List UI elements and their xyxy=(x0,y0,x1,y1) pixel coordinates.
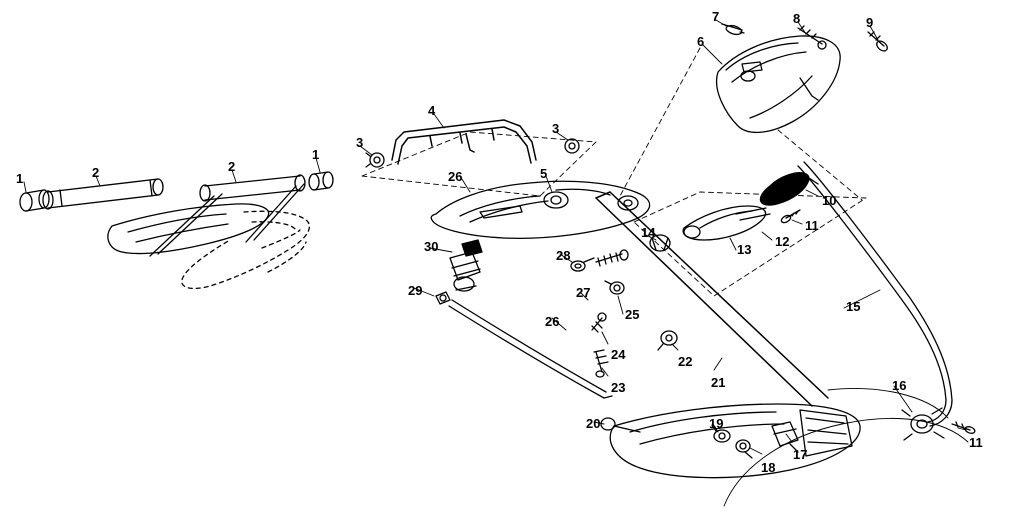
callout-number: 5 xyxy=(540,166,548,181)
callout-number: 1 xyxy=(312,147,320,162)
part-30-bracket xyxy=(450,240,482,291)
callout-number: 14 xyxy=(641,225,656,240)
callout-number: 25 xyxy=(625,307,640,322)
callout-number: 20 xyxy=(586,416,601,431)
part-29-nut xyxy=(436,292,450,304)
part-18-fastener xyxy=(736,440,752,458)
callout-number: 23 xyxy=(611,380,626,395)
callout-number: 1 xyxy=(16,171,24,186)
callout-number: 17 xyxy=(793,447,808,462)
callout-number: 7 xyxy=(712,9,720,24)
part-10-grip xyxy=(760,173,818,205)
part-25-fastener xyxy=(605,281,624,294)
part-1-right-cap xyxy=(309,172,333,190)
callout-number: 3 xyxy=(356,135,364,150)
part-27-spring xyxy=(596,250,628,266)
callout-number: 26 xyxy=(545,314,560,329)
callout-number: 8 xyxy=(793,11,801,26)
callout-number: 11 xyxy=(805,218,819,233)
part-4-bail-handle xyxy=(392,120,536,164)
callout-number: 21 xyxy=(711,375,726,390)
callout-number: 29 xyxy=(408,283,423,298)
callout-number: 3 xyxy=(552,121,560,136)
part-2-right-tube xyxy=(200,175,305,201)
part-3-right-fastener xyxy=(565,139,579,153)
callout-number: 26 xyxy=(448,169,463,184)
callout-number: 19 xyxy=(709,416,724,431)
part-21-main-tube xyxy=(596,192,828,406)
callout-number: 2 xyxy=(228,159,236,174)
callout-number: 30 xyxy=(424,239,439,254)
lower-deck xyxy=(610,404,860,478)
part-24-spring-small xyxy=(592,313,606,332)
left-deck-outline-2 xyxy=(182,211,310,288)
part-28-washer xyxy=(571,258,594,271)
part-5-footplate xyxy=(431,181,649,238)
callout-number: 13 xyxy=(737,242,752,257)
callout-number: 24 xyxy=(611,347,626,362)
part-2-left-tube xyxy=(43,179,163,209)
callout-number: 18 xyxy=(761,460,776,475)
callout-number: 16 xyxy=(892,378,907,393)
part-12-13-linkage xyxy=(683,206,770,240)
callout-number: 12 xyxy=(775,234,790,249)
part-3-left-fastener xyxy=(366,153,384,167)
part-26-rod-lower xyxy=(449,300,612,398)
callout-number: 10 xyxy=(822,193,837,208)
callout-number: 6 xyxy=(697,34,705,49)
callout-number: 9 xyxy=(866,15,874,30)
left-link-bar xyxy=(150,196,214,256)
part-22-knob xyxy=(658,331,677,350)
callout-number: 11 xyxy=(969,435,983,450)
part-9-screw xyxy=(868,32,889,53)
callout-number: 28 xyxy=(556,248,571,263)
phantom-box-upper xyxy=(362,132,596,196)
callout-number: 27 xyxy=(576,285,591,300)
callout-number: 15 xyxy=(846,299,861,314)
phantom-leader-upper-plate xyxy=(620,48,862,200)
callout-number: 22 xyxy=(678,354,693,369)
callout-number: 4 xyxy=(428,103,436,118)
part-6-upper-plate xyxy=(717,36,841,132)
callout-number: 2 xyxy=(92,165,100,180)
